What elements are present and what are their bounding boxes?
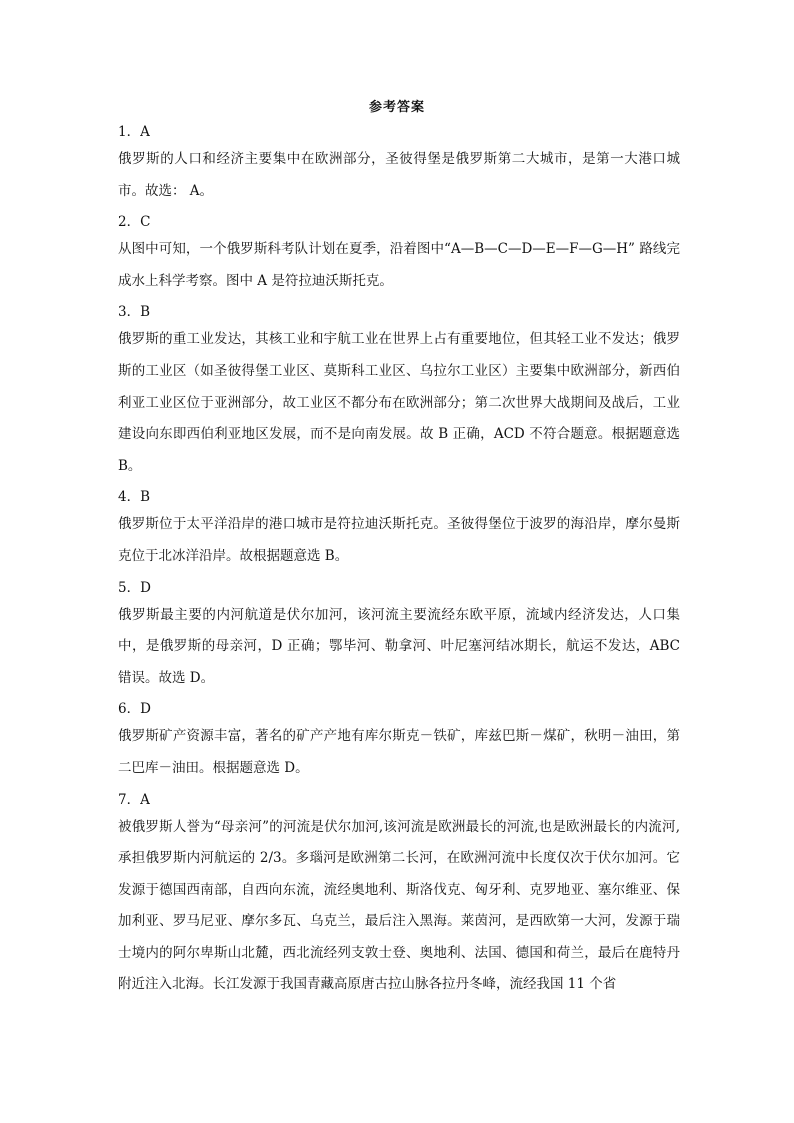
answer-explanation: 被俄罗斯人誉为“母亲河”的河流是伏尔加河,该河流是欧洲最长的河流,也是欧洲最长的内流河,承担俄罗斯内河航运的 2/3。多瑙河是欧洲第二长河，在欧洲河流中长度仅次于伏尔加河。它发源于德国西南部，自西向东流，流经奥地利、斯洛伐克、匈牙利、克罗地亚、塞尔维亚、保加利亚、罗马尼亚、摩尔多瓦、乌克兰，最后注入黑海。莱茵河，是西欧第一大河，发源于瑞士境内的阿尔卑斯山北麓，西北流经列支敦士登、奥地利、法国、德国和荷兰，最后在鹿特丹附近注入北海。长江发源于我国青藏高原唐古拉山脉各拉丹冬峰，流经我国 11 个省 <box>118 818 680 993</box>
answer-explanation: 俄罗斯的人口和经济主要集中在欧洲部分，圣彼得堡是俄罗斯第二大城市，是第一大港口城市。故选： A。 <box>118 151 680 199</box>
page-title: 参考答案 <box>368 100 425 115</box>
answer-item-5 <box>118 576 680 695</box>
answer-explanation: 俄罗斯最主要的内河航道是伏尔加河，该河流主要流经东欧平原，流域内经济发达，人口集中，是俄罗斯的母亲河，D 正确；鄂毕河、勒拿河、叶尼塞河结冰期长，航运不发达，ABC 错误。故选 D。 <box>118 606 680 686</box>
answer-label: 5．D <box>118 579 151 596</box>
answer-item-3 <box>118 300 680 482</box>
answer-label: 4．B <box>118 489 151 506</box>
answer-item-2 <box>118 210 680 297</box>
answer-item-1 <box>118 120 680 207</box>
answer-explanation: 从图中可知，一个俄罗斯科考队计划在夏季，沿着图中“A—B—C—D—E—F—G—H” 路线完成水上科学考察。图中 A 是符拉迪沃斯托克。 <box>118 241 680 289</box>
answer-label: 6．D <box>118 701 151 718</box>
answer-item-6 <box>118 697 680 784</box>
answer-list <box>118 120 680 1004</box>
answer-explanation: 俄罗斯位于太平洋沿岸的港口城市是符拉迪沃斯托克。圣彼得堡位于波罗的海沿岸，摩尔曼斯克位于北冰洋沿岸。故根据题意选 B。 <box>118 516 680 564</box>
answer-explanation: 俄罗斯的重工业发达，其核工业和宇航工业在世界上占有重要地位，但其轻工业不发达；俄罗斯的工业区（如圣彼得堡工业区、莫斯科工业区、乌拉尔工业区）主要集中欧洲部分，新西伯利亚工业区位于亚洲部分，故工业区不都分布在欧洲部分；第二次世界大战期间及战后，工业建设向东即西伯利亚地区发展，而不是向南发展。故 B 正确，ACD 不符合题意。根据题意选 B。 <box>118 331 680 474</box>
answer-label: 7．A <box>118 791 150 808</box>
answer-item-4 <box>118 485 680 572</box>
answer-label: 2．C <box>118 214 151 231</box>
answer-item-7 <box>118 788 680 1002</box>
answer-label: 3．B <box>118 304 151 321</box>
answer-explanation: 俄罗斯矿产资源丰富，著名的矿产产地有库尔斯克－铁矿，库兹巴斯－煤矿，秋明－油田，第二巴库－油田。根据题意选 D。 <box>118 728 680 776</box>
answer-label: 1．A <box>118 124 150 140</box>
